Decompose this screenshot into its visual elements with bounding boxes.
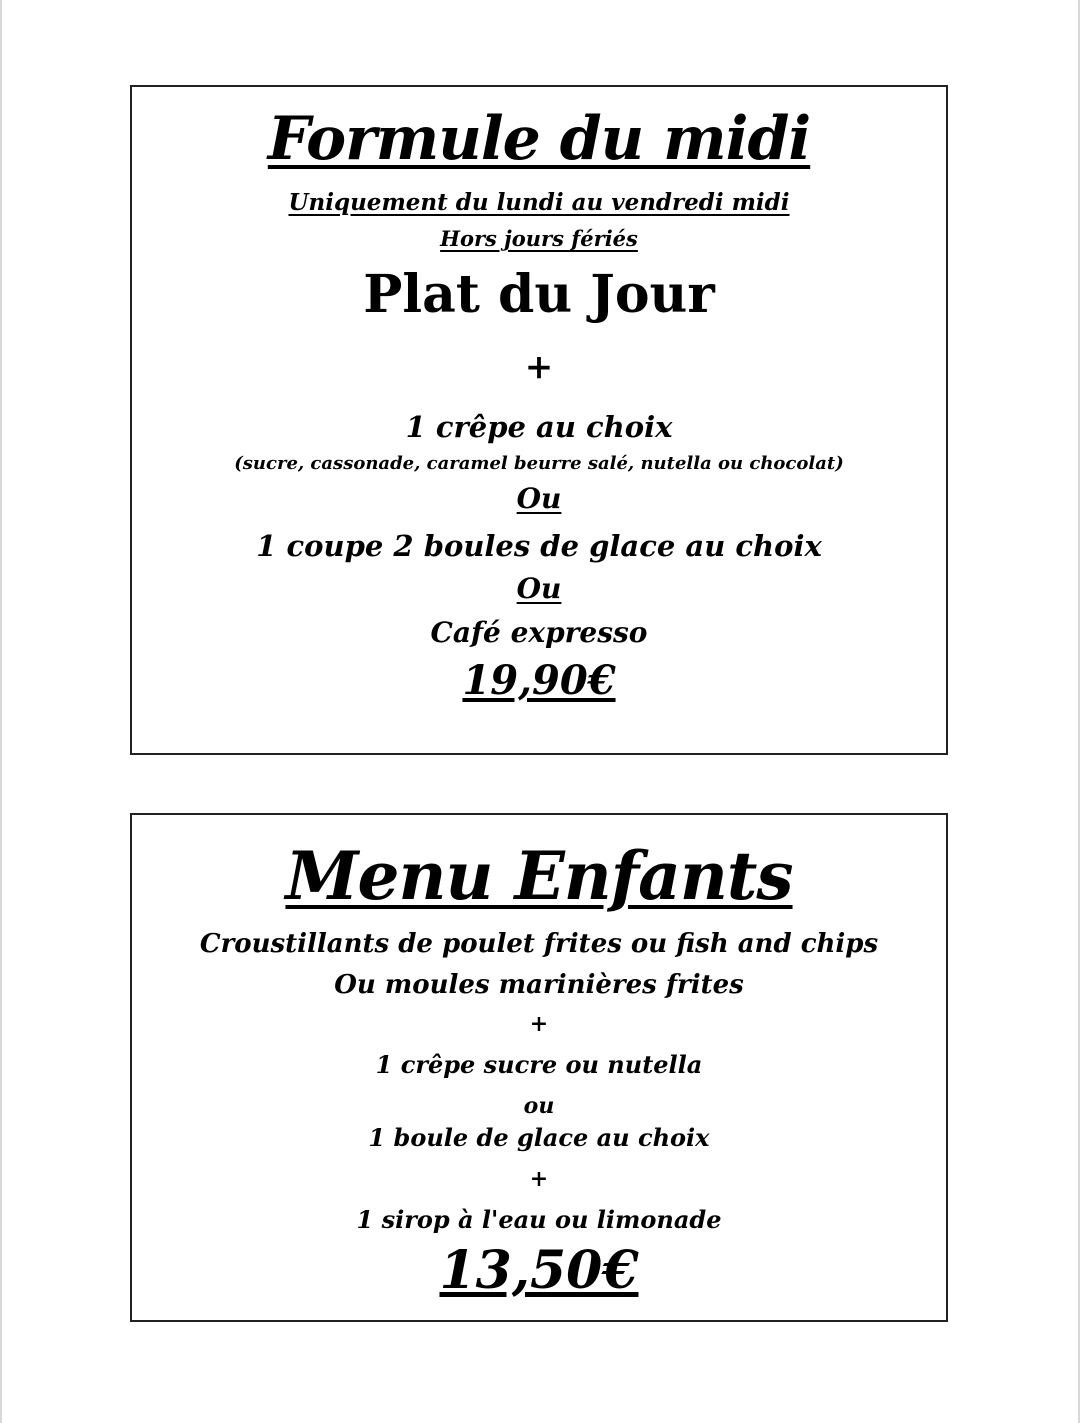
coupe-glace: 1 coupe 2 boules de glace au choix	[256, 529, 822, 563]
crepe-choice: 1 crêpe au choix	[405, 410, 673, 444]
ou-separator: Ou	[516, 572, 562, 605]
enfants-price: 13,50€	[439, 1240, 639, 1301]
formule-note: Hors jours fériés	[440, 226, 638, 251]
ou-separator: ou	[523, 1093, 555, 1119]
enfants-title: Menu Enfants	[285, 837, 793, 915]
formule-title: Formule du midi	[267, 104, 811, 174]
enfants-glace: 1 boule de glace au choix	[368, 1123, 710, 1152]
page-edge-left	[0, 0, 2, 1423]
enfants-item-poulet: Croustillants de poulet frites ou fish and chips	[199, 929, 879, 959]
cafe-expresso: Café expresso	[430, 616, 648, 649]
plus-sign: +	[524, 347, 554, 387]
formule-du-midi-card	[130, 85, 948, 755]
enfants-crepe: 1 crêpe sucre ou nutella	[375, 1050, 703, 1079]
formule-price: 19,90€	[462, 657, 616, 704]
menu-enfants-card	[130, 813, 948, 1322]
plus-sign: +	[529, 1011, 549, 1037]
formule-subtitle: Uniquement du lundi au vendredi midi	[288, 189, 790, 216]
plus-sign: +	[529, 1166, 549, 1192]
crepe-options: (sucre, cassonade, caramel beurre salé, nutella ou chocolat)	[234, 453, 844, 474]
enfants-item-moules: Ou moules marinières frites	[334, 970, 744, 1000]
plat-du-jour: Plat du Jour	[363, 264, 715, 325]
ou-separator: Ou	[516, 482, 562, 515]
enfants-sirop: 1 sirop à l'eau ou limonade	[356, 1205, 722, 1234]
